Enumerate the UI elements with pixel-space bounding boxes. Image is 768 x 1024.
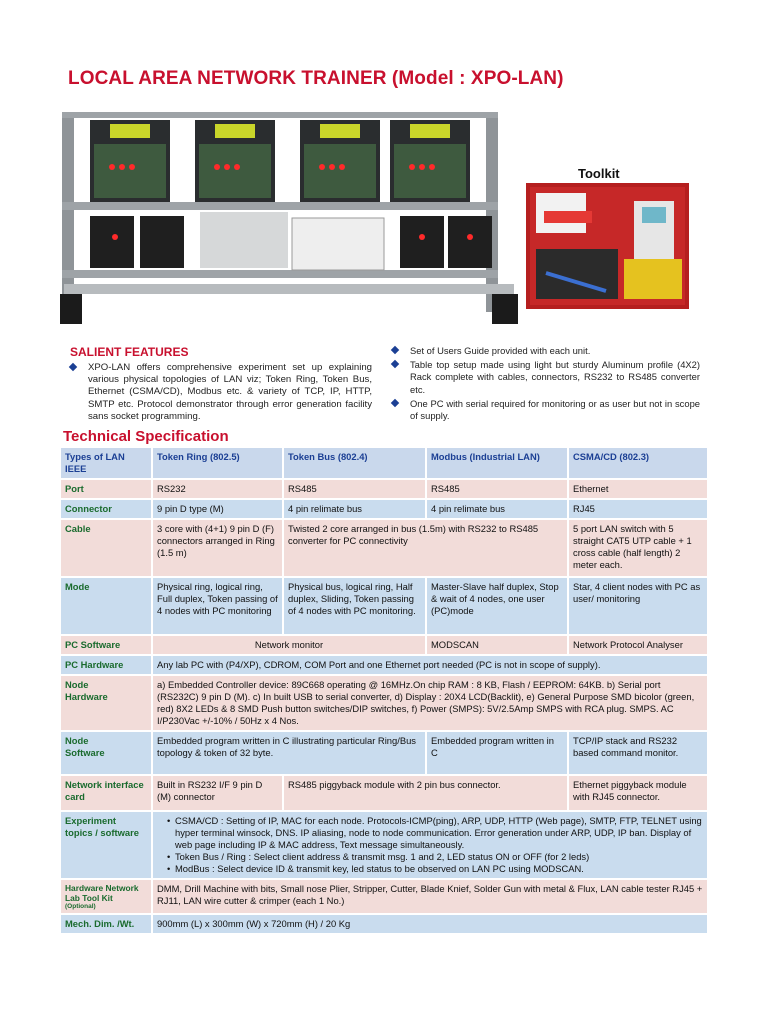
spec-table (59, 446, 709, 935)
diamond-bullet-icon (391, 399, 399, 407)
row-label: Node Hardware (60, 675, 152, 731)
table-cell: 5 port LAN switch with 5 straight CAT5 UTP cable + 1 cross cable (half length) 2 meter each. (568, 519, 708, 577)
table-row (60, 675, 708, 731)
table-cell: Star, 4 client nodes with PC as user/ monitoring (568, 577, 708, 635)
table-cell: a) Embedded Controller device: 89C668 operating @ 16MHz.On chip RAM : 8 KB, Flash / EEPROM: 64KB. b) Serial port (RS232C) 9 pin D (M). c) In built USB to serial converter, d) Display : 20X4 LCD(Backlit), e) General Purpose SMD bicolor (green, red) 8X2 LEDs & 8 SMD Push button switches/DIP switches, f) Power (SMPS): 5V/2.5Amp SMPS with RCA plug. SMPS. AC I/P230Vac +/-10% / 50Hz x 4 Nos. (152, 675, 708, 731)
table-row (60, 731, 708, 775)
table-cell (152, 811, 708, 879)
table-cell: Any lab PC with (P4/XP), CDROM, COM Port and one Ethernet port needed (PC is not in scope of supply). (152, 655, 708, 675)
row-label: Hardware Network Lab Tool Kit (Optional) (60, 879, 152, 914)
header-cell: Token Bus (802.4) (283, 447, 426, 479)
table-row (60, 577, 708, 635)
list-item: • CSMA/CD : Setting of IP, MAC for each node. Protocols-ICMP(ping), ARP, UDP, HTTP (Web page), SMTP, FTP, TELNET using hyper terminal winsock, DNS. IP aliasing, node to node communication. Error generation under ARP, UDP, IP ban. Display of web page including IP & MAC address, Text message simultaneously. (167, 815, 703, 851)
header-cell: Modbus (Industrial LAN) (426, 447, 568, 479)
toolkit-label: Toolkit (578, 166, 620, 181)
table-cell: 4 pin relimate bus (426, 499, 568, 519)
feature-item: One PC with serial required for monitoring or as user but not in scope of supply. (392, 398, 700, 422)
table-header-row (60, 447, 708, 479)
diamond-bullet-icon (391, 346, 399, 354)
table-row (60, 914, 708, 934)
trainer-photo (60, 112, 518, 327)
table-cell: 9 pin D type (M) (152, 499, 283, 519)
row-label: Mode (60, 577, 152, 635)
table-cell: Network Protocol Analyser (568, 635, 708, 655)
technical-specification-heading: Technical Specification (63, 428, 229, 445)
list-item: • ModBus : Select device ID & transmit key, led status to be observed on LAN PC using MODSCAN. (167, 863, 703, 875)
header-cell: Types of LAN IEEE (60, 447, 152, 479)
table-cell: Ethernet piggyback module with RJ45 connector. (568, 775, 708, 811)
table-cell: Master-Slave half duplex, Stop & wait of 4 nodes, one user (PC)mode (426, 577, 568, 635)
table-row (60, 519, 708, 577)
table-cell: DMM, Drill Machine with bits, Small nose Plier, Stripper, Cutter, Blade Knief, Solder Gun with metal & Flux, LAN cable tester RJ45 + RJ11, LAN wire cutter & crimper (each 1 No.) (152, 879, 708, 914)
table-row (60, 479, 708, 499)
row-label: Mech. Dim. /Wt. (60, 914, 152, 934)
table-cell: 900mm (L) x 300mm (W) x 720mm (H) / 20 Kg (152, 914, 708, 934)
table-row (60, 655, 708, 675)
table-cell: RJ45 (568, 499, 708, 519)
row-label: PC Hardware (60, 655, 152, 675)
experiment-topics-list (157, 815, 703, 875)
row-label: Connector (60, 499, 152, 519)
row-label: Experiment topics / software (60, 811, 152, 879)
row-label: PC Software (60, 635, 152, 655)
feature-item: Set of Users Guide provided with each unit. (392, 345, 700, 357)
diamond-bullet-icon (69, 363, 77, 371)
table-cell: Physical bus, logical ring, Half duplex, Sliding, Token passing of 4 nodes with PC monitoring. (283, 577, 426, 635)
row-label: Cable (60, 519, 152, 577)
header-cell: CSMA/CD (802.3) (568, 447, 708, 479)
table-cell: Built in RS232 I/F 9 pin D (M) connector (152, 775, 283, 811)
row-label: Node Software (60, 731, 152, 775)
table-cell: Physical ring, logical ring, Full duplex, Token passing of 4 nodes with PC monitoring (152, 577, 283, 635)
table-cell: MODSCAN (426, 635, 568, 655)
table-cell: RS485 (426, 479, 568, 499)
header-cell: Token Ring (802.5) (152, 447, 283, 479)
toolkit-photo (526, 183, 689, 309)
table-cell: Embedded program written in C illustrating particular Ring/Bus topology & token of 32 byte. (152, 731, 426, 775)
salient-features-heading: SALIENT FEATURES (70, 345, 189, 359)
table-row (60, 811, 708, 879)
table-cell: TCP/IP stack and RS232 based command monitor. (568, 731, 708, 775)
features-left (70, 362, 372, 425)
table-cell: Network monitor (152, 635, 426, 655)
feature-item: Table top setup made using light but sturdy Aluminum profile (4X2) Rack complete with cables, connectors, RS232 to RS485 converter etc. (392, 359, 700, 396)
table-cell: 4 pin relimate bus (283, 499, 426, 519)
table-cell: RS485 (283, 479, 426, 499)
table-row (60, 499, 708, 519)
table-row (60, 775, 708, 811)
row-label: Network interface card (60, 775, 152, 811)
table-cell: 3 core with (4+1) 9 pin D (F) connectors arranged in Ring (1.5 m) (152, 519, 283, 577)
table-cell: Embedded program written in C (426, 731, 568, 775)
table-cell: Twisted 2 core arranged in bus (1.5m) with RS232 to RS485 converter for PC connectivity (283, 519, 568, 577)
table-cell: RS485 piggyback module with 2 pin bus connector. (283, 775, 568, 811)
features-right (392, 345, 700, 424)
row-label: Port (60, 479, 152, 499)
feature-item: XPO-LAN offers comprehensive experiment set up explaining various physical topologies of LAN viz; Token Ring, Token Bus, Ethernet (CSMA/CD), Modbus etc. & variety of TCP, IP, HTTP, SMTP etc. Protocol demonstrator through error generation facility sans socket programming. (70, 362, 372, 423)
table-cell: Ethernet (568, 479, 708, 499)
table-row (60, 635, 708, 655)
page-title: LOCAL AREA NETWORK TRAINER (Model : XPO-LAN) (68, 68, 564, 89)
table-row (60, 879, 708, 914)
table-cell: RS232 (152, 479, 283, 499)
diamond-bullet-icon (391, 360, 399, 368)
list-item: • Token Bus / Ring : Select client address & transmit msg. 1 and 2, LED status ON or OFF (for 2 leds) (167, 851, 703, 863)
